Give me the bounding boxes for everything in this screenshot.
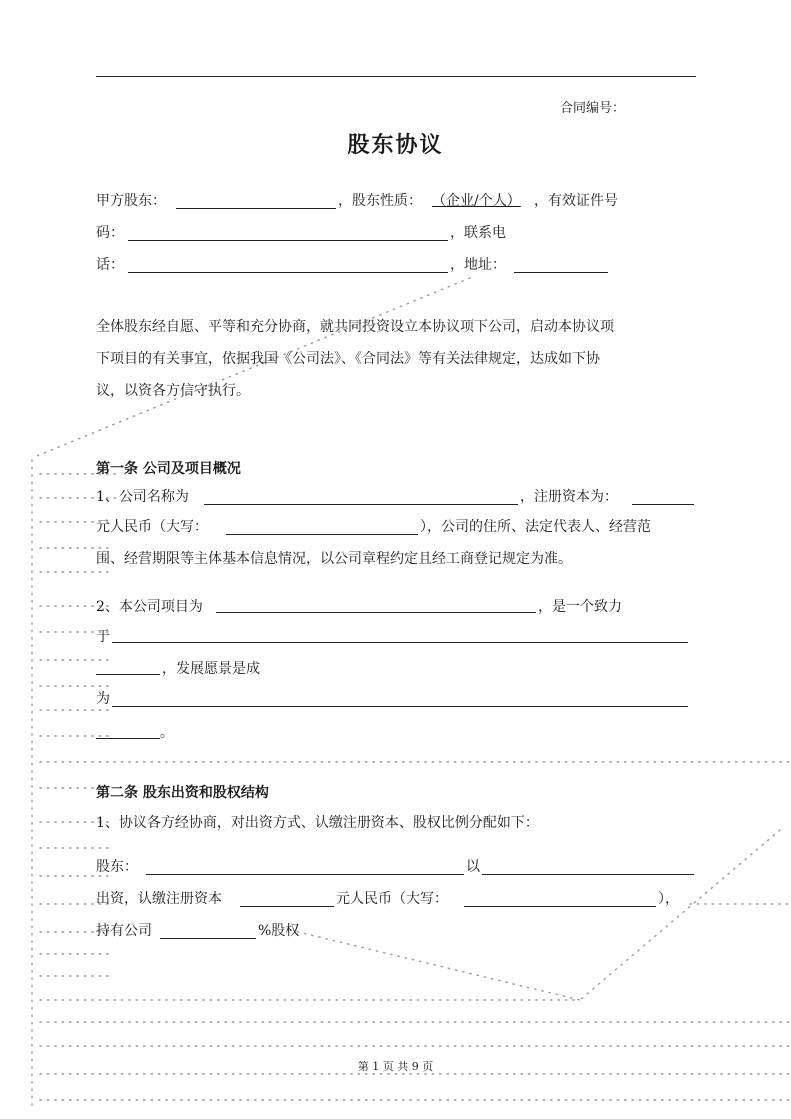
- address-label: ，地址：: [450, 257, 506, 273]
- document-title: 股东协议: [347, 132, 444, 158]
- company-name-field[interactable]: [204, 504, 518, 505]
- subscribed-capital-label: 出资，认缴注册资本: [96, 891, 222, 907]
- registered-capital-label: ，注册资本为：: [520, 489, 618, 505]
- commitment-field-cont[interactable]: [96, 674, 160, 675]
- header-rule: [96, 76, 696, 77]
- preamble-line-2: 下项目的有关事宜，依据我国《公司法》、《合同法》等有关法律规定，达成如下协: [96, 351, 600, 367]
- contribution-method-field[interactable]: [482, 874, 694, 875]
- subscribed-close-paren: ），: [658, 891, 679, 907]
- vision-label-cont: 为: [96, 691, 110, 707]
- preamble-line-3: 议，以资各方信守执行。: [96, 383, 250, 399]
- commitment-field[interactable]: [112, 642, 688, 643]
- contribution-method-label: 以: [466, 859, 480, 875]
- contribution-intro: 1、协议各方经协商，对出资方式、认缴注册资本、股权比例分配如下：: [96, 815, 539, 831]
- project-label: 2、本公司项目为: [96, 599, 203, 615]
- shareholder-nature-options: （企业/个人）: [432, 193, 521, 209]
- subscribed-uppercase-field[interactable]: [464, 906, 656, 907]
- capital-uppercase-label: 元人民币（大写：: [96, 519, 208, 535]
- shareholder-name-field[interactable]: [146, 874, 464, 875]
- phone-label: ，联系电: [450, 225, 506, 241]
- vision-end-mark: 。: [160, 725, 174, 741]
- commitment-label-cont: 于: [96, 629, 110, 645]
- phone-field[interactable]: [128, 272, 448, 273]
- article-2-heading: 第二条 股东出资和股权结构: [96, 785, 269, 801]
- equity-share-field[interactable]: [160, 938, 256, 939]
- id-number-field[interactable]: [128, 240, 448, 241]
- capital-uppercase-field[interactable]: [226, 534, 418, 535]
- party-a-label: 甲方股东：: [96, 193, 166, 209]
- vision-field[interactable]: [112, 706, 688, 707]
- article-1-heading: 第一条 公司及项目概况: [96, 461, 241, 477]
- vision-label: ，发展愿景是成: [162, 661, 260, 677]
- project-commitment-label: ，是一个致力: [538, 599, 622, 615]
- registered-capital-field[interactable]: [632, 504, 694, 505]
- subscribed-capital-field[interactable]: [240, 906, 334, 907]
- page-number: 第 1 页 共 9 页: [357, 1060, 434, 1073]
- address-field[interactable]: [514, 272, 608, 273]
- preamble-line-1: 全体股东经自愿、平等和充分协商，就共同投资设立本协议项下公司，启动本协议项: [96, 319, 614, 335]
- equity-share-label: 持有公司: [96, 923, 152, 939]
- party-a-name-field[interactable]: [176, 208, 336, 209]
- company-info-text-cont: 围、经营期限等主体基本信息情况，以公司章程约定且经工商登记规定为准。: [96, 551, 572, 567]
- shareholder-nature-label: ，股东性质：: [338, 193, 422, 209]
- equity-percent-label: %股权: [258, 923, 300, 939]
- vision-field-cont[interactable]: [96, 738, 160, 739]
- phone-label-cont: 话：: [96, 257, 124, 273]
- company-info-text: ），公司的住所、法定代表人、经营范: [420, 519, 651, 535]
- subscribed-uppercase-label: 元人民币（大写：: [336, 891, 448, 907]
- id-number-label: ，有效证件号: [534, 193, 618, 209]
- project-field[interactable]: [216, 612, 536, 613]
- contract-number-label: 合同编号：: [560, 101, 626, 116]
- shareholder-label: 股东：: [96, 859, 138, 875]
- id-number-label-cont: 码：: [96, 225, 124, 241]
- company-name-label: 1、公司名称为: [96, 489, 189, 505]
